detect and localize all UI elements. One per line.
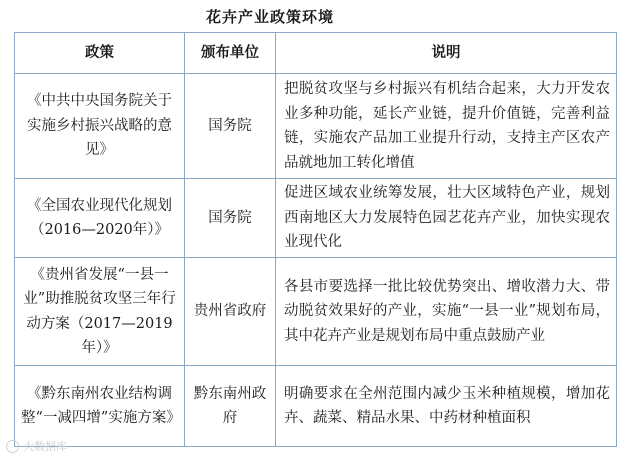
table-row [15, 179, 617, 258]
policy-cell: 《贵州省发展“一县一业”助推脱贫攻坚三年行动方案（2017—2019年）》 [15, 258, 185, 366]
table-row [15, 74, 617, 179]
description-cell: 把脱贫攻坚与乡村振兴有机结合起来，大力开发农业多种功能，延长产业链，提升价值链，完善利益链，实施农产品加工业提升行动，支持主产区农产品就地加工转化增值 [276, 74, 617, 179]
watermark-logo-icon [6, 440, 19, 453]
description-cell: 明确要求在全州范围内减少玉米种植规模，增加花卉、蔬菜、精品水果、中药材种植面积 [276, 366, 617, 447]
description-cell: 各县市要选择一批比较优势突出、增收潜力大、带动脱贫效果好的产业，实施“一县一业”规划布局，其中花卉产业是规划布局中重点鼓励产业 [276, 258, 617, 366]
table-row [15, 366, 617, 447]
policy-table [14, 32, 617, 447]
issuer-cell: 黔东南州政府 [185, 366, 276, 447]
policy-cell: 《全国农业现代化规划（2016—2020年）》 [15, 179, 185, 258]
policy-cell: 《中共中央国务院关于实施乡村振兴战略的意见》 [15, 74, 185, 179]
header-policy: 政策 [15, 33, 185, 74]
watermark-text: 大数据库 [23, 440, 67, 453]
table-title: 花卉产业政策环境 [205, 8, 334, 26]
header-description: 说明 [276, 33, 617, 74]
policy-cell: 《黔东南州农业结构调整“一减四增”实施方案》 [15, 366, 185, 447]
header-issuer: 颁布单位 [185, 33, 276, 74]
issuer-cell: 国务院 [185, 179, 276, 258]
table-row [15, 258, 617, 366]
description-cell: 促进区域农业统筹发展，壮大区域特色产业，规划西南地区大力发展特色园艺花卉产业，加快实现农业现代化 [276, 179, 617, 258]
issuer-cell: 国务院 [185, 74, 276, 179]
watermark [6, 438, 67, 454]
header-row [15, 33, 617, 74]
issuer-cell: 贵州省政府 [185, 258, 276, 366]
